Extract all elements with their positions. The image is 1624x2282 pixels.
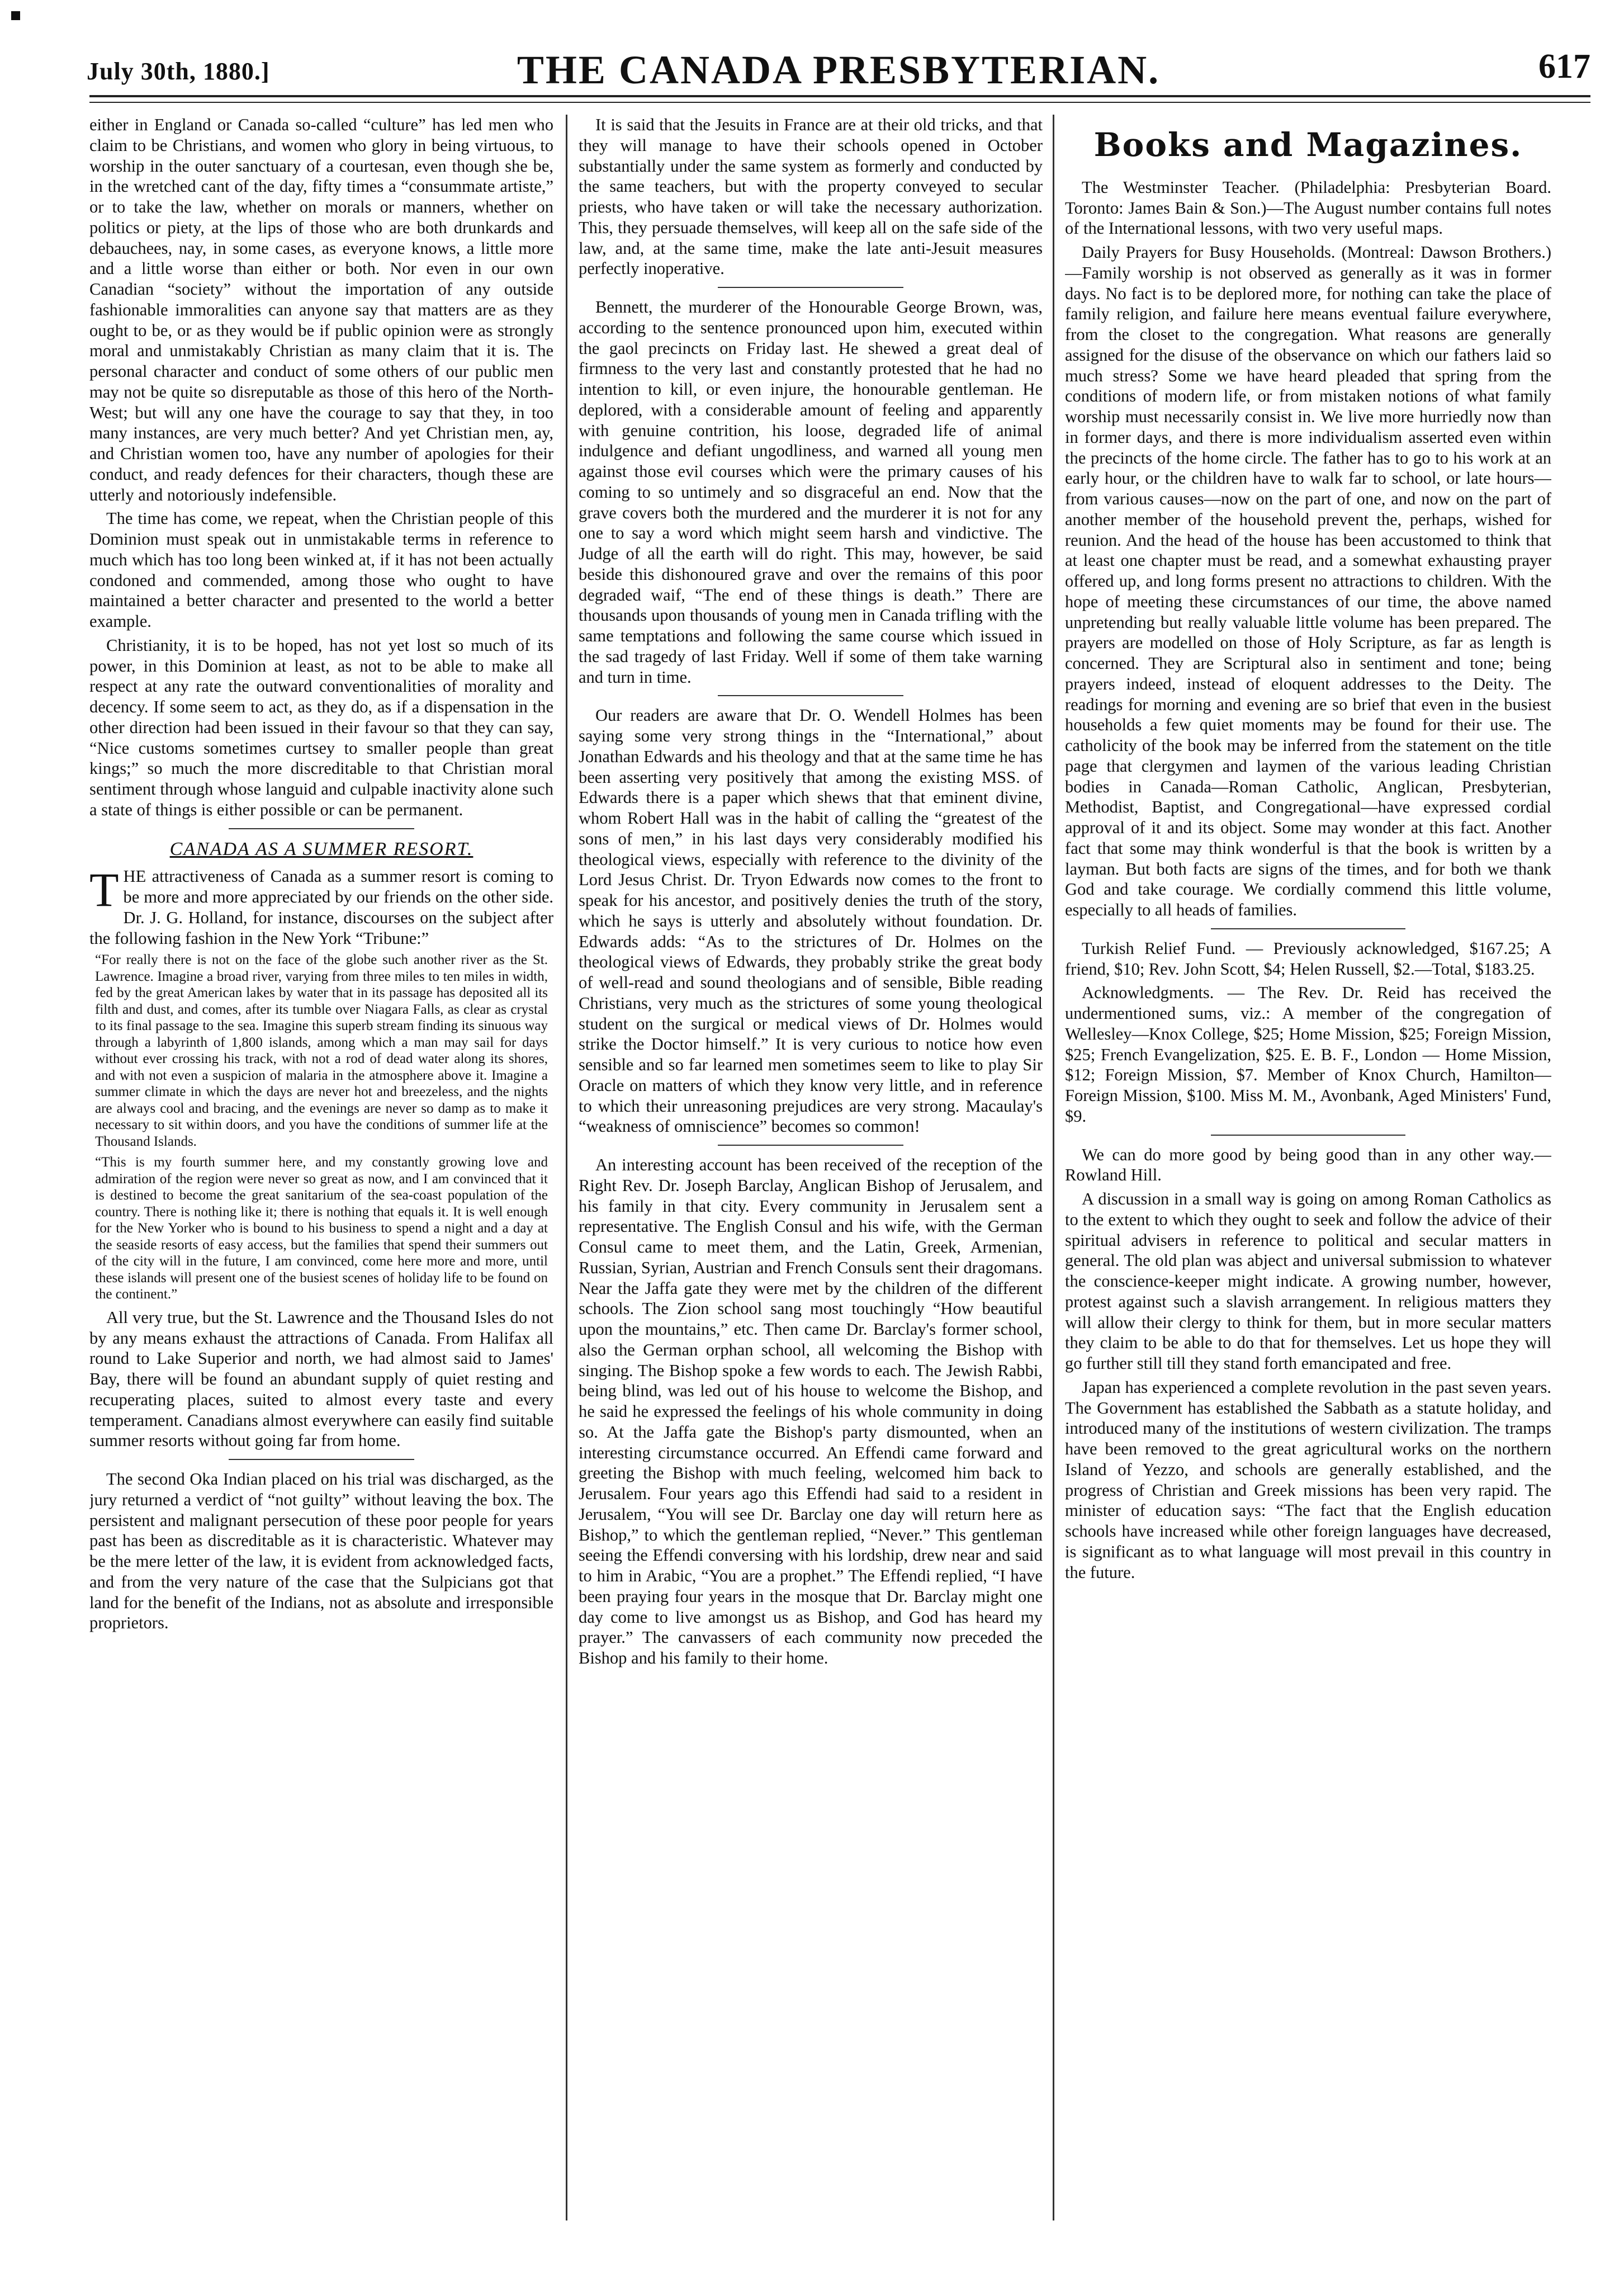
- article-separator: [718, 287, 903, 288]
- article-separator: [229, 828, 414, 829]
- article-paragraph: Christianity, it is to be hoped, has not yet lost so much of its power, in this Dominion at least, as not to be able to make all respect at any rate the outward conventionalities of morality and decency. If some seem to act, as they do, as if a dispensation in the other direction had been issued in their favour so that they can say, “Nice customs sometimes curtsey to smaller people than great kings;” so much the more discreditable to that Christian moral sentiment through whose languid and culpable inactivity alone such a state of things is either possible or can be permanent.: [89, 635, 553, 819]
- article-paragraph: The second Oka Indian placed on his trial was discharged, as the jury returned a verdict of “not guilty” without leaving the box. The persistent and malignant persecution of these poor people for years past has been as discreditable as it is characteristic. Whatever may be the mere letter of the law, it is evident from acknowledged facts, and from the very nature of the case that the Sulpicians got that land for the benefit of the Indians, not as absolute and irresponsible proprietors.: [89, 1470, 553, 1633]
- article-paragraph: All very true, but the St. Lawrence and the Thousand Isles do not by any means exhaust the attractions of Canada. From Halifax all round to Lake Superior and north, we had almost said to James' Bay, there will be found an abundant supply of quiet resting and recuperating places, suited to almost every taste and every temperament. Canadians almost everywhere can easily find suitable summer resorts without going far from home.: [89, 1307, 553, 1451]
- article-paragraph: Bennett, the murderer of the Honourable George Brown, was, according to the sentence pronounced upon him, executed within the gaol precincts on Friday last. He shewed a great deal of firmness to the very last and constantly protested that he had no intention to kill, or even injure, the honourable gentleman. He deplored, with a considerable amount of feeling and apparently with genuine contrition, his loose, degraded life of animal indulgence and defiant ungodliness, and warned all young men against those evil courses which were the primary causes of his coming to so untimely and so disgraceful an end. Now that the grave covers both the murdered and the murderer it is not for any one to say a word which might seem harsh and vindictive. The Judge of all the earth will do right. This may, however, be said beside this dishonoured grave and over the remains of this poor degraded waif, “The end of these things is death.” There are thousands upon thousands of young men in Canada trifling with the same temptations and following the same course which issued in the sad tragedy of last Friday. Well if some of them take warning and turn in time.: [579, 297, 1043, 687]
- article-paragraph: It is said that the Jesuits in France are at their old tricks, and that they will manage to have their schools opened in October substantially under the same system as formerly and conducted by the same teachers, but with the property conveyed to secular priests, who have taken or will take the necessary authorization. This, they persuade themselves, will keep all on the safe side of the law, and, at the same time, make the late anti-Jesuit measures perfectly inoperative.: [579, 115, 1043, 278]
- column-3: [1065, 115, 1551, 2220]
- article-paragraph-text: HE attractiveness of Canada as a summer resort is coming to be more and more appreciated by our friends on the other side. Dr. J. G. Holland, for instance, discourses on the subject after the following fashion in the New York “Tribune:”: [89, 867, 553, 948]
- article-paragraph: Japan has experienced a complete revolution in the past seven years. The Government has established the Sabbath as a statute holiday, and introduced many of the institutions of western civilization. The tramps have been removed to the great agricultural works on the northern Island of Yezzo, and schools are generally established, and the progress of Christian and Greek missions has been very rapid. The minister of education says: “The fact that the English education schools have increased while other foreign languages have decreased, is significant as to what language will most prevail in this country in the future.: [1065, 1377, 1551, 1582]
- block-quote: “This is my fourth summer here, and my constantly growing love and admiration of the region were never so great as now, and I am convinced that it is destined to become the great sanitarium of the sea-coast population of the country. There is nothing like it; there is nothing that equals it. It is well enough for the New Yorker who is bound to his business to spend a night and a day at the seaside resorts of easy access, but the families that spend their summers out of the city will in the future, I am convinced, come here more and more, until these islands will present one of the busiest scenes of holiday life to be found on the continent.”: [95, 1155, 548, 1302]
- block-quote: “For really there is not on the face of the globe such another river as the St. Lawrence. Imagine a broad river, varying from three miles to ten miles in width, fed by the great American lakes by water that in its passage has deposited all its filth and dust, and comes, after its tumble over Niagara Falls, as clear as crystal to its final passage to the sea. Imagine this superb stream finding its sinuous way through a labyrinth of 1,800 islands, among which a man may sail for days without ever crossing his track, with not a rod of dead water along its shores, and with not even a suspicion of malaria in the atmosphere above it. Imagine a summer climate in which the days are never hot and breezeless, and the nights are always cool and bracing, and the evenings are never so damp as to make it necessary to sit within doors, and you have the conditions of summer life at the Thousand Islands.: [95, 952, 548, 1149]
- article-paragraph: The time has come, we repeat, when the Christian people of this Dominion must speak out in unmistakable terms in reference to much which has too long been winked at, if it has not been actually condoned and commended, among those who ought to have maintained a better character and presented to the world a better example.: [89, 509, 553, 631]
- masthead-rule-thin: [89, 102, 1590, 103]
- article-paragraph: either in England or Canada so-called “culture” has led men who claim to be Christians, and women who glory in being virtuous, to worship in the outer sanctuary of a courtesan, even though she be, in the wretched cant of the day, fifty times a “consummate artiste,” or to take the law, whether on morals or manners, whether on politics or piety, at the lips of those who are both drunkards and debauchees, nay, in some cases, as everyone knows, a little more and a little worse than either or both. Nor even in our own Canadian “society” without the importation of any outside fashionable immoralities can anyone say that matters are as they ought to be, or as they would be if public opinion were as strongly moral and unmistakably Christian as many claim that it is. The personal character and conduct of some others of our public men may not be quite so disreputable as those of this hero of the North-West; but will any one have the courage to say that they, in too many instances, are very much better? And yet Christian men, ay, and Christian women too, have any number of apologies for their conduct, and ready defences for their characters, though these are utterly and notoriously indefensible.: [89, 115, 553, 504]
- article-separator: [718, 1145, 903, 1146]
- article-heading-summer-resort: CANADA AS A SUMMER RESORT.: [169, 838, 474, 859]
- column-2: [579, 115, 1043, 2220]
- article-paragraph: Our readers are aware that Dr. O. Wendell Holmes has been saying some very strong things in the “International,” about Jonathan Edwards and his theology and that at the same time he has been asserting very positively that among the existing MSS. of Edwards there is a paper which shews that that eminent divine, whom Robert Hall was in the habit of calling the “greatest of the sons of men,” in his last days very considerably modified his theological views, especially with reference to the divinity of the Lord Jesus Christ. Dr. Tryon Edwards now comes to the front to speak for his ancestor, and positively denies the truth of the story, which he says is utterly and absolutely without foundation. Dr. Edwards adds: “As to the strictures of Dr. Holmes on the theological views of Edwards, they probably strike the great body of well-read and sound theologians and of sensible, Bible reading Christians, very much as the strictures of some young theological student on the surgical or medical views of Dr. Holmes would strike the Doctor himself.” It is very curious to notice how even sensible and so far learned men sometimes seem to like to play Sir Oracle on matters of which they know very little, and in reference to which their unreasoning prejudices are very strong. Macaulay's “weakness of omniscience” becomes so common!: [579, 706, 1043, 1136]
- corner-mark: [11, 11, 20, 20]
- section-heading-books-magazines: Books and Magazines.: [1093, 126, 1523, 164]
- newspaper-title: THE CANADA PRESBYTERIAN.: [517, 48, 1161, 92]
- quotation-paragraph: We can do more good by being good than in any other way.—Rowland Hill.: [1065, 1145, 1551, 1185]
- article-separator: [229, 1459, 414, 1460]
- article-separator: [1211, 928, 1405, 929]
- masthead-rule: [89, 95, 1590, 97]
- article-separator: [1211, 1135, 1405, 1136]
- column-divider-1: [566, 115, 567, 2220]
- column-1: [89, 115, 553, 2220]
- column-divider-2: [1053, 115, 1054, 2220]
- page-number: 617: [1538, 48, 1590, 86]
- review-paragraph: Daily Prayers for Busy Households. (Montreal: Dawson Brothers.)—Family worship is not observed as generally as it was in former days. No fact is to be deplored more, for nothing can take the place of family religion, and failure here means eventual failure everywhere, from the closet to the congregation. What reasons are generally assigned for the disuse of the observance on which our fathers laid so much stress? Some we have heard pleaded that spring from the conditions of modern life, or from mistaken notions of what family worship must necessarily consist in. We live more hurriedly now than in former days, and there is more individualism asserted even within the precincts of the home circle. The father has to go to his work at an early hour, or the children have to walk far to school, or late hours—from various causes—now on the part of one, and now on the part of another member of the household prevent the, perhaps, wished for reunion. And the head of the house has been accustomed to think that at least one chapter must be read, and a somewhat exhausting prayer offered up, and long forms present no attractions to children. With the hope of meeting these circumstances of our time, the above named unpretending but really valuable little volume has been prepared. The prayers are modelled on those of Holy Scripture, as far as length is concerned. They are Scriptural also in sentiment and tone; being prayers indeed, instead of eloquent addresses to the Deity. The readings for morning and evening are so brief that even in the busiest households a few quiet moments may be found for their use. The catholicity of the book may be inferred from the statement on the title page that clergymen and laymen of the various leading Christian bodies in Canada—Roman Catholic, Anglican, Presbyterian, Methodist, Baptist, and Congregational—have expressed cordial approval of it and its object. Some may wonder at this fact. Another fact that some may think wonderful is that the book is written by a layman. But both facts are signs of the times, and for both we thank God and take courage. We cordially commend this little volume, especially to all heads of families.: [1065, 243, 1551, 920]
- notice-paragraph: Acknowledgments. — The Rev. Dr. Reid has received the undermentioned sums, viz.: A member of the congregation of Wellesley—Knox College, $25; Home Mission, $25; Foreign Mission, $25; French Evangelization, $25. E. B. F., London — Home Mission, $12; Foreign Mission, $7. Member of Knox Church, Hamilton—Foreign Mission, $100. Miss M. M., Avonbank, Aged Ministers' Fund, $9.: [1065, 983, 1551, 1126]
- article-paragraph: [89, 863, 553, 948]
- issue-date: July 30th, 1880.]: [87, 58, 270, 85]
- drop-cap: T: [89, 863, 119, 917]
- review-paragraph: The Westminster Teacher. (Philadelphia: Presbyterian Board. Toronto: James Bain & Son.)—The August number contains full notes of the International lessons, with two very useful maps.: [1065, 177, 1551, 238]
- article-paragraph: A discussion in a small way is going on among Roman Catholics as to the extent to which they ought to seek and follow the advice of their spiritual advisers in reference to political and secular matters in general. The old plan was abject and universal submission to whatever the conscience-keeper might indicate. A growing number, however, protest against such a slavish arrangement. In religious matters they will allow their clergy to think for them, but in more secular matters they claim to be able to do that for themselves. Let us hope they will go further still till they stand forth emancipated and free.: [1065, 1189, 1551, 1373]
- article-paragraph: An interesting account has been received of the reception of the Right Rev. Dr. Joseph Barclay, Anglican Bishop of Jerusalem, and his family in that city. Every community in Jerusalem sent a representative. The English Consul and his wife, with the German Consul came to meet them, and the Latin, Greek, Armenian, Russian, Syrian, Austrian and French Consuls sent their dragomans. Near the Jaffa gate they were met by the children of the different schools. The Zion school sang most touchingly “How beautiful upon the mountains,” etc. Then came Dr. Barclay's former school, also the German orphan school, all welcoming the Bishop with singing. The Bishop spoke a few words to each. The Jewish Rabbi, being blind, was led out of his house to welcome the Bishop, and he said he expressed the feelings of his whole community in doing so. At the Jaffa gate the Bishop's party dismounted, when an interesting circumstance occurred. An Effendi came forward and greeting the Bishop with much feeling, welcomed him back to Jerusalem. Four years ago this Effendi had said to a resident in Jerusalem, “You will see Dr. Barclay one day will return here as Bishop,” to which the gentleman replied, “Never.” This gentleman seeing the Effendi conversing with his lordship, drew near and said to him in Arabic, “You are a prophet.” The Effendi replied, “I have been praying four years in the mosque that Dr. Barclay might one day come to live amongst us as Bishop, and God has heard my prayer.” The canvassers of each community now preceded the Bishop and his family to their home.: [579, 1155, 1043, 1667]
- article-separator: [718, 695, 903, 696]
- notice-paragraph: Turkish Relief Fund. — Previously acknowledged, $167.25; A friend, $10; Rev. John Scott, $4; Helen Russell, $2.—Total, $183.25.: [1065, 938, 1551, 979]
